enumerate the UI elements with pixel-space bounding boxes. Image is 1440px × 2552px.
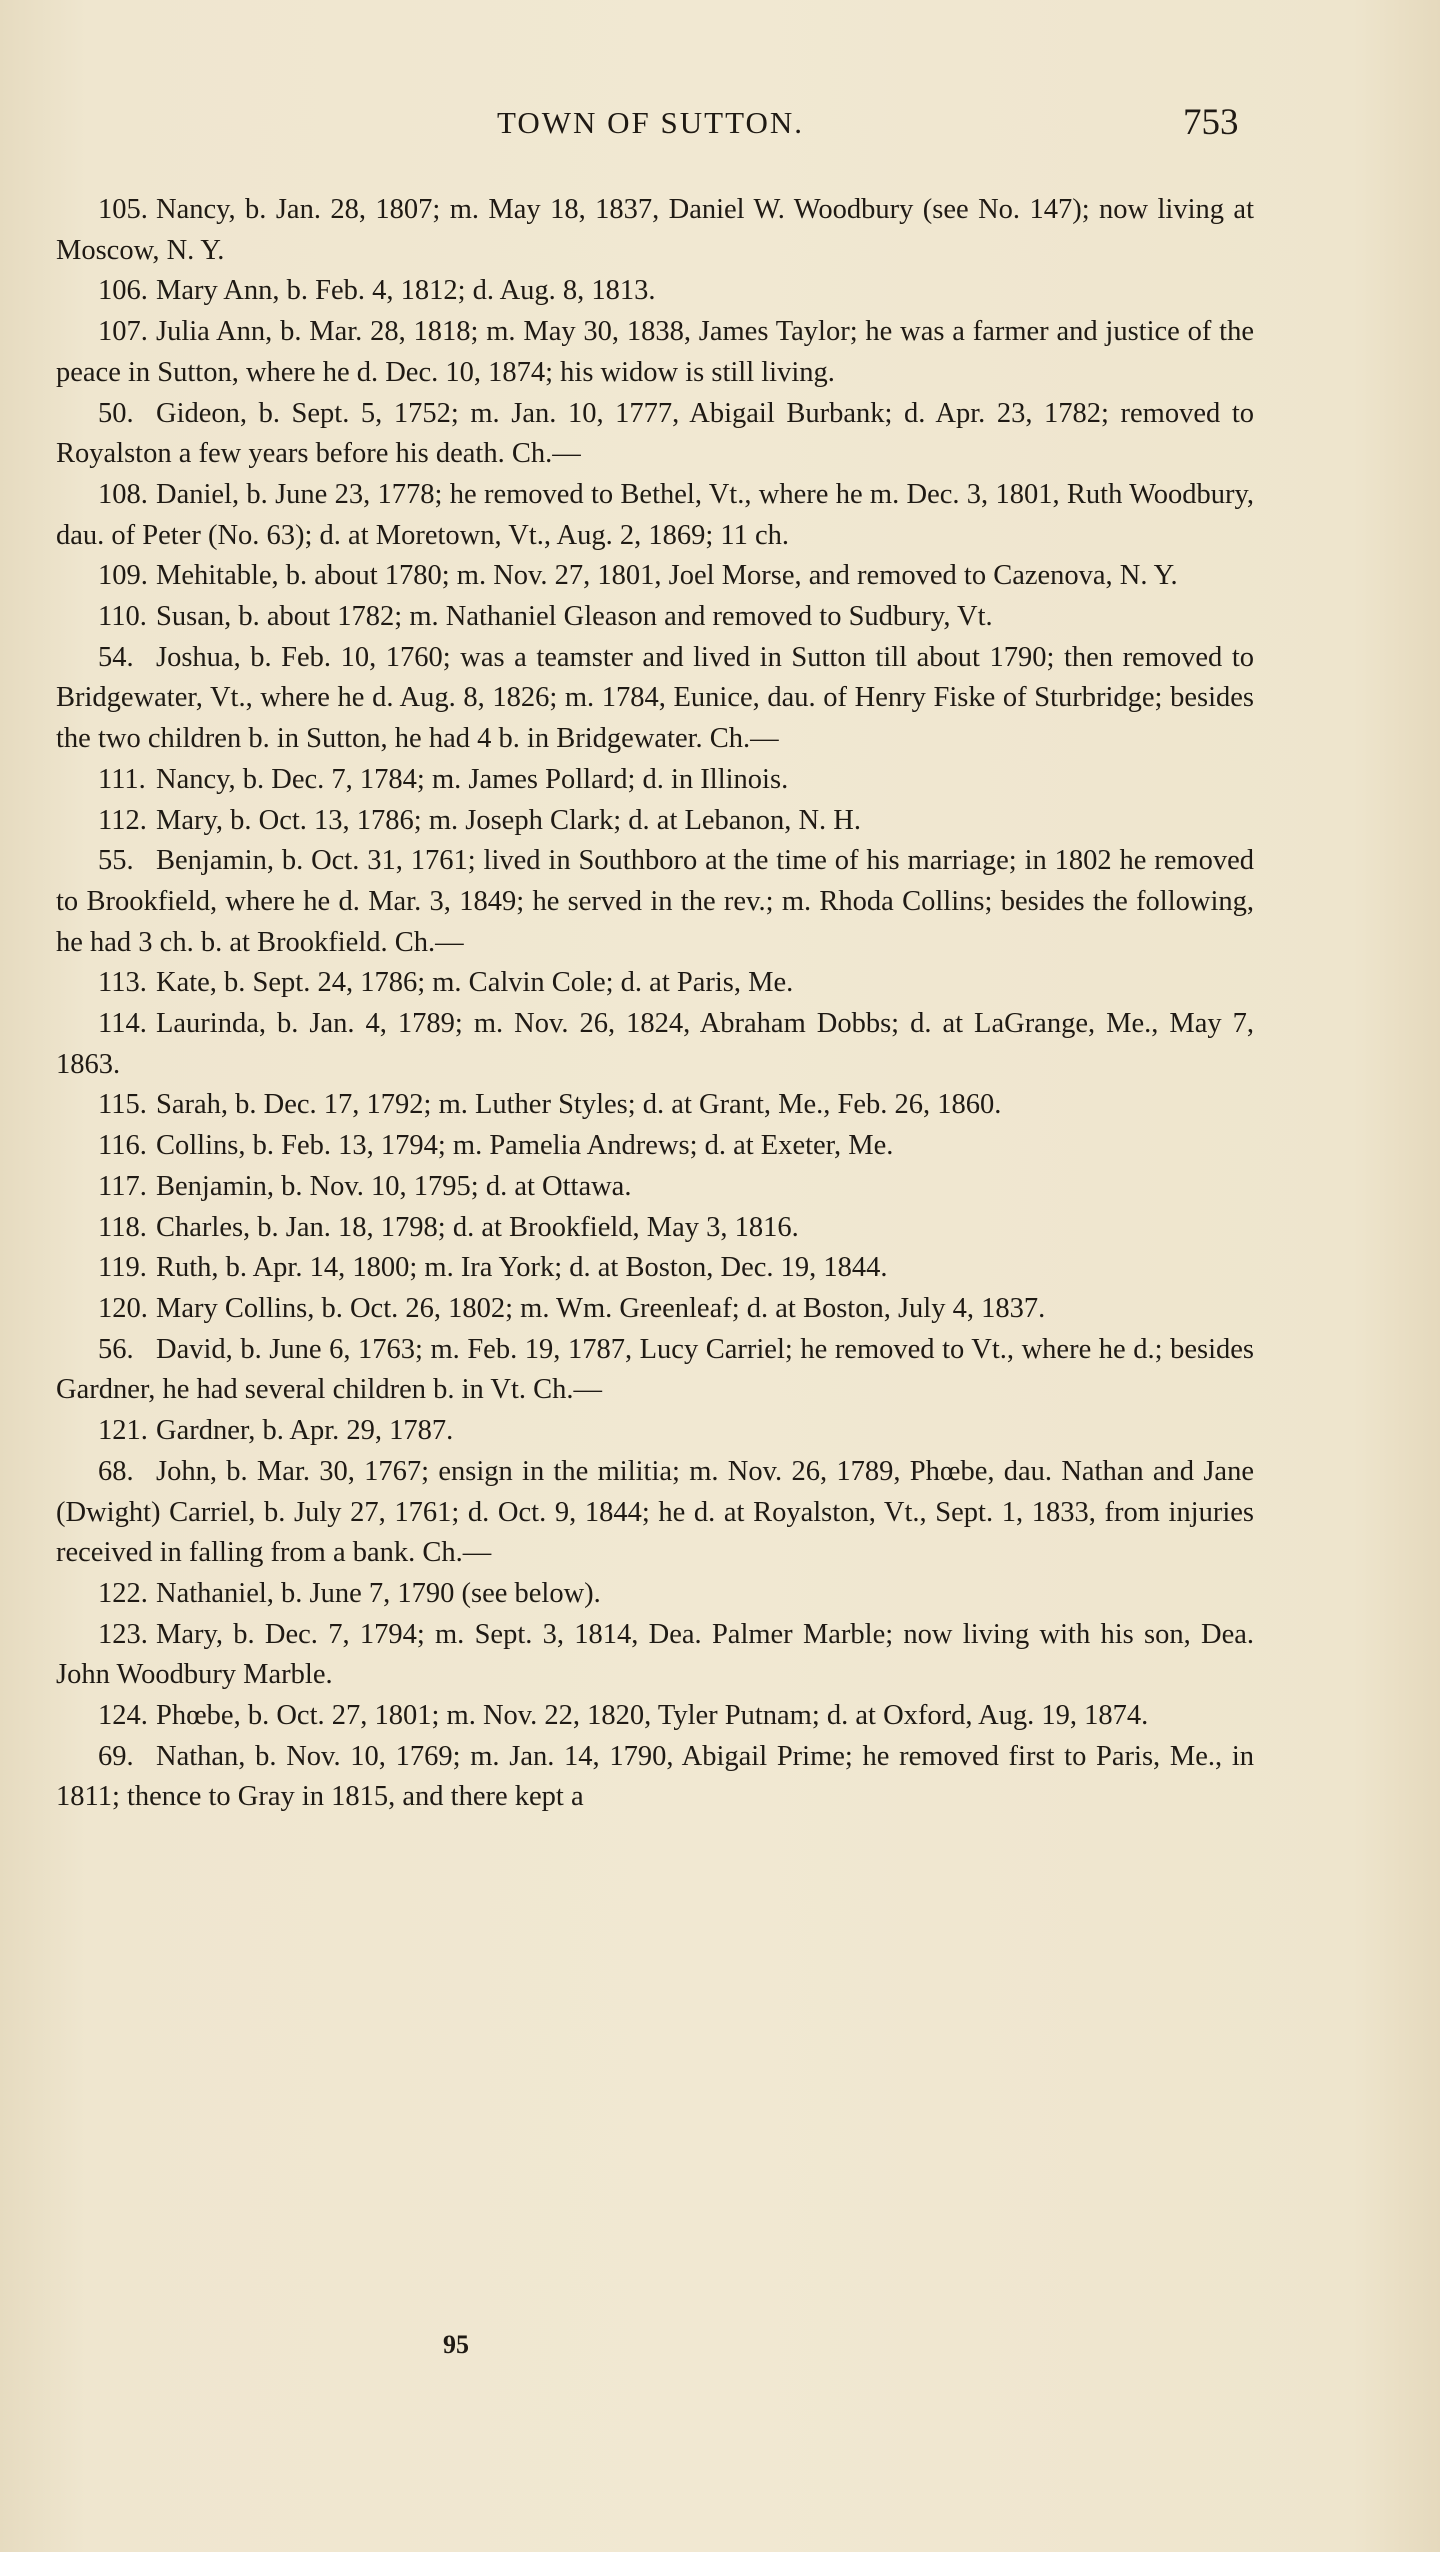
entry-number: 50. [98, 397, 134, 429]
entry-number: 122. [98, 1577, 148, 1609]
genealogy-entry [56, 760, 1254, 801]
entry-text: Mary Ann, b. Feb. 4, 1812; d. Aug. 8, 1813. [156, 275, 656, 307]
genealogy-entry [56, 190, 1254, 271]
genealogy-entry [56, 1126, 1254, 1167]
genealogy-entries [56, 190, 1254, 1818]
entry-number: 112. [98, 804, 147, 836]
genealogy-entry [56, 963, 1254, 1004]
entry-number: 124. [98, 1700, 148, 1732]
running-title: TOWN OF SUTTON. [497, 105, 805, 140]
entry-text: Joshua, b. Feb. 10, 1760; was a teamster and lived in Sutton till about 1790; then removed to Bridgewater, Vt., where he d. Aug. 8, 1826; m. 1784, Eunice, dau. of Henry Fiske of Sturbridge; besides the two children b. in Sutton, he had 4 b. in Bridgewater. Ch.— [56, 641, 1254, 755]
entry-text: Charles, b. Jan. 18, 1798; d. at Brookfield, May 3, 1816. [156, 1211, 799, 1243]
entry-number: 121. [98, 1415, 148, 1447]
entry-number: 117. [98, 1170, 147, 1202]
entry-text: Nancy, b. Dec. 7, 1784; m. James Pollard; d. in Illinois. [156, 763, 789, 795]
genealogy-entry [56, 271, 1254, 312]
genealogy-entry [56, 1615, 1254, 1696]
entry-text: Benjamin, b. Nov. 10, 1795; d. at Ottawa. [156, 1170, 632, 1202]
entry-text: Kate, b. Sept. 24, 1786; m. Calvin Cole; d. at Paris, Me. [156, 967, 794, 999]
genealogy-entry [56, 1289, 1254, 1330]
genealogy-entry [56, 1004, 1254, 1085]
genealogy-entry [56, 1085, 1254, 1126]
entry-text: Mehitable, b. about 1780; m. Nov. 27, 1801, Joel Morse, and removed to Cazenova, N. Y. [156, 560, 1178, 592]
signature-mark [0, 2330, 1440, 2360]
entry-text: Mary Collins, b. Oct. 26, 1802; m. Wm. Greenleaf; d. at Boston, July 4, 1837. [156, 1292, 1046, 1324]
entry-text: Laurinda, b. Jan. 4, 1789; m. Nov. 26, 1824, Abraham Dobbs; d. at LaGrange, Me., May 7, 1863. [56, 1008, 1254, 1080]
genealogy-entry [56, 475, 1254, 556]
entry-text: Susan, b. about 1782; m. Nathaniel Gleason and removed to Sudbury, Vt. [156, 601, 993, 633]
entry-number: 114. [98, 1008, 147, 1040]
entry-text: Benjamin, b. Oct. 31, 1761; lived in Southboro at the time of his marriage; in 1802 he removed to Brookfield, where he d. Mar. 3, 1849; he served in the rev.; m. Rhoda Collins; besides the following, he had 3 ch. b. at Brookfield. Ch.— [56, 845, 1254, 958]
entry-number: 111. [98, 763, 146, 795]
genealogy-entry [56, 1330, 1254, 1411]
genealogy-entry [56, 394, 1254, 475]
genealogy-entry [56, 1452, 1254, 1574]
entry-text: Daniel, b. June 23, 1778; he removed to Bethel, Vt., where he m. Dec. 3, 1801, Ruth Woodbury, dau. of Peter (No. 63); d. at Moretown, Vt., Aug. 2, 1869; 11 ch. [56, 478, 1254, 551]
entry-number: 56. [98, 1333, 134, 1365]
entry-number: 118. [98, 1211, 147, 1243]
entry-text: Gideon, b. Sept. 5, 1752; m. Jan. 10, 1777, Abigail Burbank; d. Apr. 23, 1782; removed to Royalston a few years before his death. Ch.— [56, 397, 1254, 470]
entry-number: 107. [98, 316, 148, 348]
entry-number: 108. [98, 478, 148, 510]
genealogy-entry [56, 597, 1254, 638]
genealogy-entry [56, 638, 1254, 760]
entry-number: 119. [98, 1252, 147, 1284]
genealogy-entry [56, 801, 1254, 842]
signature-mark-text: 95 [443, 2330, 469, 2359]
entry-number: 120. [98, 1292, 148, 1324]
genealogy-entry [56, 1167, 1254, 1208]
page-header [0, 98, 1440, 148]
genealogy-entry [56, 556, 1254, 597]
genealogy-entry [56, 1574, 1254, 1615]
genealogy-entry [56, 1208, 1254, 1249]
entry-text: Collins, b. Feb. 13, 1794; m. Pamelia Andrews; d. at Exeter, Me. [156, 1130, 894, 1162]
entry-number: 54. [98, 641, 134, 673]
entry-number: 55. [98, 845, 134, 877]
entry-number: 105. [98, 194, 148, 225]
entry-text: Mary, b. Oct. 13, 1786; m. Joseph Clark; d. at Lebanon, N. H. [156, 804, 861, 836]
entry-text: Nathaniel, b. June 7, 1790 (see below). [156, 1577, 601, 1609]
entry-number: 113. [98, 967, 147, 999]
entry-text: Nancy, b. Jan. 28, 1807; m. May 18, 1837, Daniel W. Woodbury (see No. 147); now living at Moscow, N. Y. [56, 194, 1254, 266]
entry-number: 123. [98, 1618, 148, 1650]
entry-text: Nathan, b. Nov. 10, 1769; m. Jan. 14, 1790, Abigail Prime; he removed first to Paris, Me., in 1811; thence to Gray in 1815, and there kept a [56, 1740, 1254, 1813]
entry-number: 68. [98, 1455, 134, 1487]
page-number: 753 [1183, 102, 1239, 143]
entry-number: 106. [98, 275, 148, 307]
genealogy-entry [56, 1696, 1254, 1737]
entry-number: 116. [98, 1130, 147, 1162]
genealogy-entry [56, 841, 1254, 963]
genealogy-entry [56, 1411, 1254, 1452]
entry-text: Julia Ann, b. Mar. 28, 1818; m. May 30, 1838, James Taylor; he was a farmer and justice of the peace in Sutton, where he d. Dec. 10, 1874; his widow is still living. [56, 316, 1254, 388]
entry-text: Phœbe, b. Oct. 27, 1801; m. Nov. 22, 1820, Tyler Putnam; d. at Oxford, Aug. 19, 1874. [156, 1700, 1149, 1732]
entry-text: Gardner, b. Apr. 29, 1787. [156, 1415, 454, 1447]
entry-text: David, b. June 6, 1763; m. Feb. 19, 1787, Lucy Carriel; he removed to Vt., where he d.; besides Gardner, he had several children b. in Vt. Ch.— [56, 1333, 1254, 1406]
genealogy-entry [56, 312, 1254, 393]
entry-number: 109. [98, 560, 148, 592]
genealogy-entry [56, 1248, 1254, 1289]
entry-text: Mary, b. Dec. 7, 1794; m. Sept. 3, 1814, Dea. Palmer Marble; now living with his son, Dea. John Woodbury Marble. [56, 1618, 1254, 1691]
entry-text: John, b. Mar. 30, 1767; ensign in the militia; m. Nov. 26, 1789, Phœbe, dau. Nathan and Jane (Dwight) Carriel, b. July 27, 1761; d. Oct. 9, 1844; he d. at Royalston, Vt., Sept. 1, 1833, from injuries received in falling from a bank. Ch.— [56, 1455, 1254, 1569]
entry-text: Sarah, b. Dec. 17, 1792; m. Luther Styles; d. at Grant, Me., Feb. 26, 1860. [156, 1089, 1002, 1121]
entry-text: Ruth, b. Apr. 14, 1800; m. Ira York; d. at Boston, Dec. 19, 1844. [156, 1252, 888, 1284]
entry-number: 69. [98, 1740, 134, 1772]
entry-number: 110. [98, 601, 147, 633]
genealogy-entry [56, 1737, 1254, 1818]
entry-number: 115. [98, 1089, 147, 1121]
